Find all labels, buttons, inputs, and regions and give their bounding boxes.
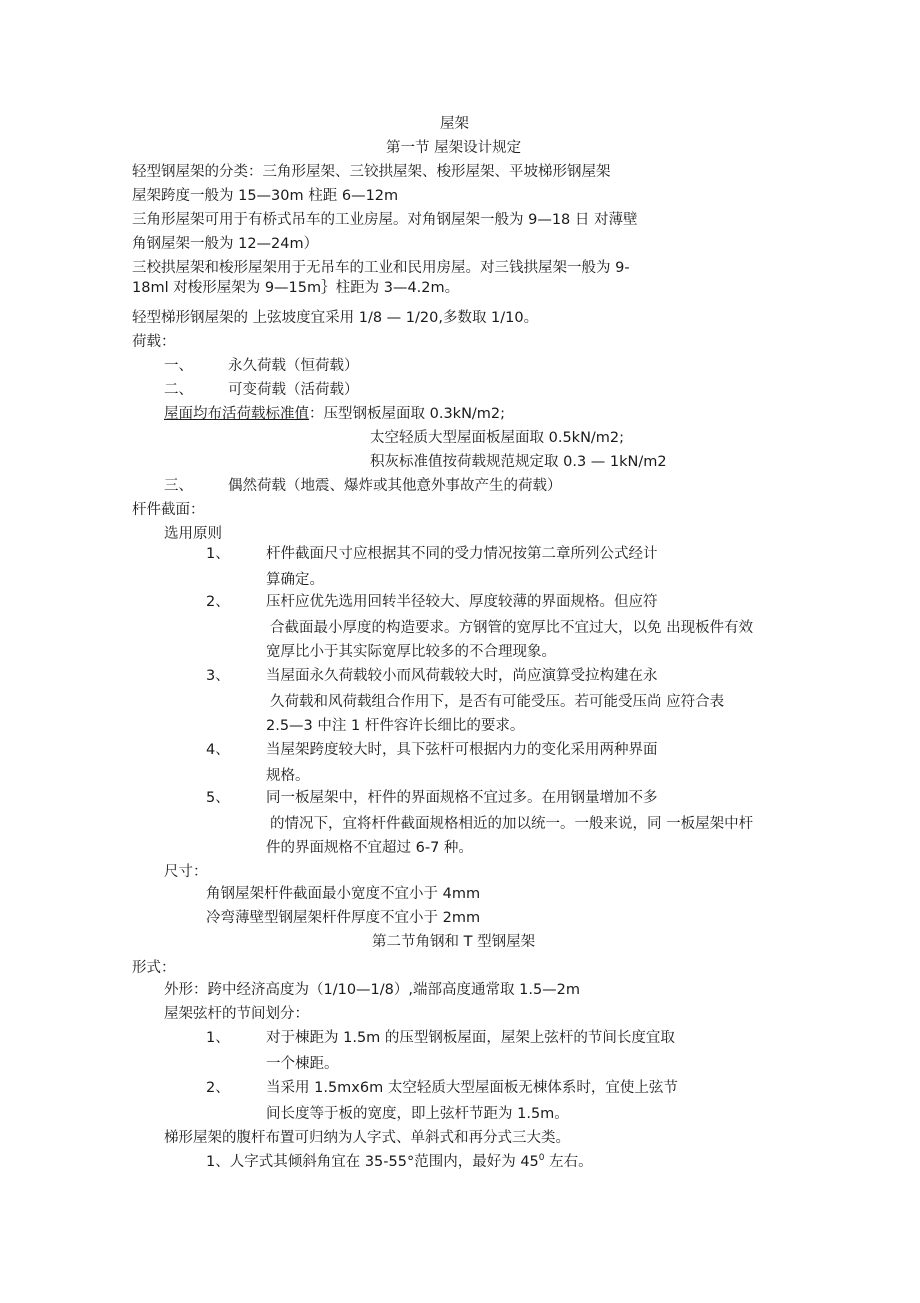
member-item-4-line-2: 规格。 [266, 768, 310, 784]
live-load-value-2: 太空轻质大型屋面板屋面取 0.5kN/m2; [370, 430, 625, 446]
member-item-2-line-1: 压杆应优先选用回转半径较大、厚度较薄的界面规格。但应符 [266, 594, 658, 610]
panel-item-1-line-1: 对于棟距为 1.5m 的压型钢板屋面，屋架上弦杆的节间长度宜取 [266, 1030, 675, 1046]
member-item-3-line-3: 2.5—3 中注 1 杆件容许长细比的要求。 [266, 718, 525, 734]
live-load-value-1: ：压型钢板屋面取 0.3kN/m2; [309, 406, 506, 422]
member-item-2-line-2: 合截面最小厚度的构造要求。方钢管的宽厚比不宜过大，以免 出现板件有效 [270, 620, 754, 636]
intro-line-4: 角钢屋架一般为 12—24m） [132, 236, 319, 252]
member-item-2-num: 2、 [206, 594, 230, 610]
member-item-2-line-3: 宽厚比小于其实际宽厚比较多的不合理现象。 [266, 644, 556, 660]
panel-item-1-num: 1、 [206, 1030, 230, 1046]
web-item-1-text: 1、人字式其倾斜角宜在 35-55°范围内，最好为 45 [206, 1154, 539, 1170]
form-heading: 形式： [132, 960, 176, 976]
panel-item-2-line-2: 间长度等于板的宽度，即上弦杆节距为 1.5m。 [266, 1106, 569, 1122]
panel-heading: 屋架弦杆的节间划分： [164, 1006, 309, 1022]
member-item-1-num: 1、 [206, 546, 230, 562]
intro-line-7: 轻型梯形钢屋架的 上弦坡度宜采用 1/8 — 1/20,多数取 1/10。 [132, 310, 539, 326]
member-item-4-line-1: 当屋架跨度较大时，具下弦杆可根据内力的变化采用两种界面 [266, 742, 658, 758]
member-item-3-line-2: 久荷载和风荷载组合作用下，是否有可能受压。若可能受压尚 应符合表 [270, 694, 725, 710]
member-item-5-num: 5、 [206, 790, 230, 806]
section-1-heading: 第一节 屋架设计规定 [386, 140, 522, 156]
intro-line-1: 轻型钢屋架的分类：三角形屋架、三铰拱屋架、梭形屋架、平坡梯形钢屋架 [132, 164, 611, 180]
member-item-1-line-1: 杆件截面尺寸应根据其不同的受力情况按第二章所列公式经计 [266, 546, 658, 562]
dimension-line-1: 角钢屋架杆件截面最小宽度不宜小于 4mm [206, 886, 481, 902]
member-item-3-num: 3、 [206, 668, 230, 684]
web-item-1 [206, 1152, 593, 1172]
member-item-3-line-1: 当屋面永久荷载较小而风荷载较大时，尚应演算受拉构建在永 [266, 668, 658, 684]
form-shape: 外形：跨中经济高度为（1/10—1/8）,端部高度通常取 1.5—2m [164, 982, 581, 998]
dimension-line-2: 冷弯薄壁型钢屋架杆件厚度不宜小于 2mm [206, 910, 481, 926]
load-item-3-text: 偶然荷载（地震、爆炸或其他意外事故产生的荷载） [228, 478, 562, 494]
section-2-heading: 第二节角钢和 T 型钢屋架 [372, 934, 536, 950]
intro-line-2: 屋架跨度一般为 15—30m 柱距 6—12m [132, 188, 399, 204]
web-item-1-sup: 0 [538, 1153, 545, 1164]
intro-line-5: 三校拱屋架和梭形屋架用于无吊车的工业和民用房屋。对三钱拱屋架一般为 9- [132, 260, 630, 276]
load-item-1-text: 永久荷载（恒荷载） [228, 358, 359, 374]
loads-heading: 荷载： [132, 334, 176, 350]
page-title: 屋架 [440, 116, 469, 132]
intro-line-3: 三角形屋架可用于有桥式吊车的工业房屋。对角钢屋架一般为 9—18 日 对薄壁 [132, 212, 638, 228]
member-item-5-line-1: 同一板屋架中，杆件的界面规格不宜过多。在用钢量增加不多 [266, 790, 658, 806]
web-item-1-tail: 左右。 [544, 1154, 593, 1170]
members-heading: 杆件截面： [132, 502, 205, 518]
principle-heading: 选用原则 [164, 526, 222, 542]
load-item-3-num: 三、 [164, 478, 193, 494]
live-load-label: 屋面均布活荷载标准值 [164, 406, 309, 422]
panel-item-1-line-2: 一个棟距。 [266, 1056, 339, 1072]
member-item-5-line-3: 件的界面规格不宜超过 6-7 种。 [266, 840, 473, 856]
load-item-2-num: 二、 [164, 382, 193, 398]
dimensions-heading: 尺寸： [164, 864, 208, 880]
member-item-1-line-2: 算确定。 [266, 572, 324, 588]
panel-item-2-num: 2、 [206, 1080, 230, 1096]
panel-item-2-line-1: 当采用 1.5mx6m 太空轻质大型屋面板无棟体系时，宜使上弦节 [266, 1080, 678, 1096]
live-load-line [164, 404, 505, 424]
load-item-1-num: 一、 [164, 358, 193, 374]
member-item-5-line-2: 的情况下，宜将杆件截面规格相近的加以统一。一般来说，同 一板屋架中杆 [270, 816, 754, 832]
web-heading: 梯形屋架的腹杆布置可归纳为人字式、单斜式和再分式三大类。 [164, 1130, 570, 1146]
load-item-2-text: 可变荷载（活荷载） [228, 382, 359, 398]
member-item-4-num: 4、 [206, 742, 230, 758]
live-load-value-3: 积灰标准值按荷载规范规定取 0.3 — 1kN/m2 [370, 454, 667, 470]
intro-line-6: 18ml 对梭形屋架为 9—15m｝柱距为 3—4.2m。 [132, 280, 460, 296]
